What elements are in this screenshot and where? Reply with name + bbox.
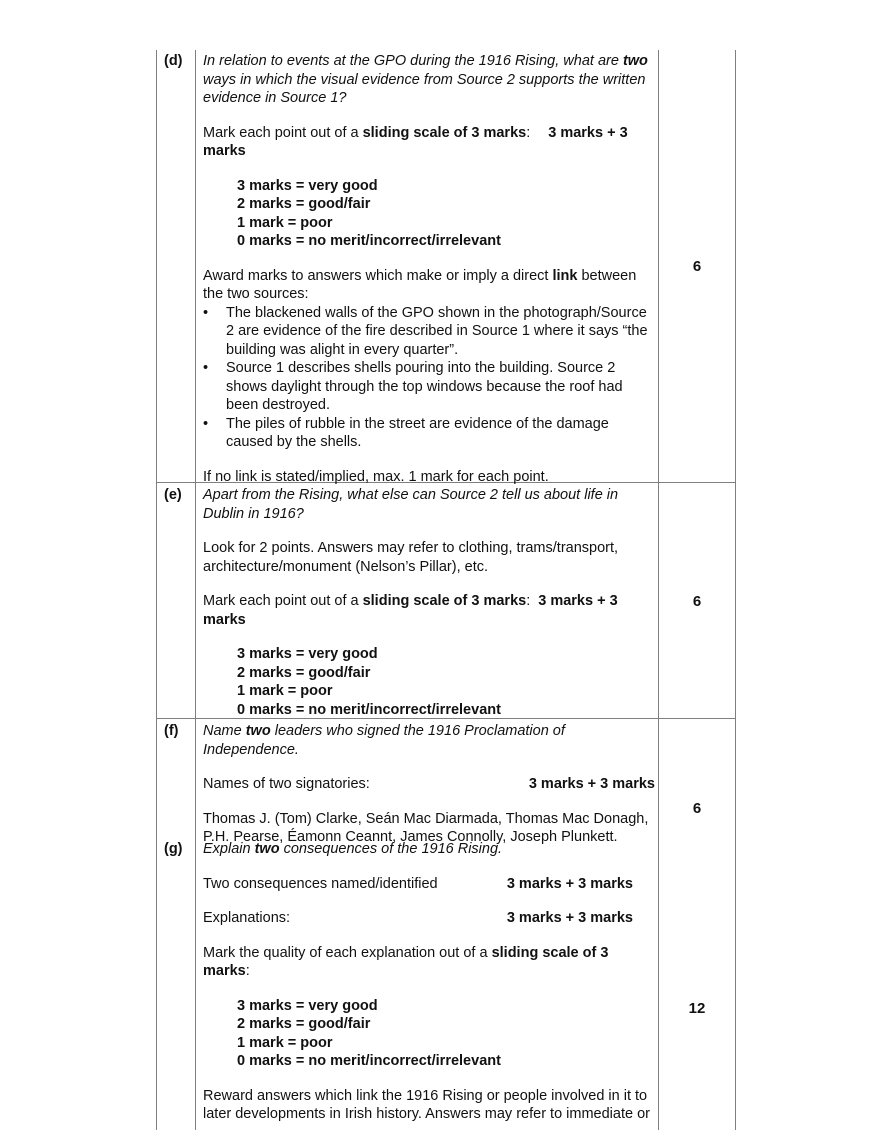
section-label-e: (e) (164, 487, 182, 503)
marking-scheme-table (156, 50, 736, 1130)
marks-g: 12 (688, 1000, 706, 1017)
question-d: In relation to events at the GPO during the 1916 Rising, what are two ways in which the visual evidence from Source 2 supports the written evidence in Source 1? (203, 53, 648, 106)
section-label-f: (f) (164, 723, 179, 739)
table-border-label (195, 50, 196, 1130)
sliding-scale-g: 3 marks = very good 2 marks = good/fair 1 mark = poor 0 marks = no merit/incorrect/irrelevant (237, 997, 501, 1069)
marks-f: 6 (692, 800, 702, 817)
scale-line-e: Mark each point out of a sliding scale of 3 marks: 3 marks + 3 marks (203, 593, 618, 628)
bullet-list-d (203, 304, 655, 452)
names-f: Thomas J. (Tom) Clarke, Seán Mac Diarmada, Thomas Mac Donagh, P.H. Pearse, Éamonn Ceannt, James Connolly, Joseph Plunkett. (203, 810, 649, 845)
scale-line-d: Mark each point out of a sliding scale of 3 marks: 3 marks + 3 marks (203, 124, 628, 159)
section-g-content (203, 840, 655, 1124)
list-item: • The blackened walls of the GPO shown in the photograph/Source 2 are evidence of the fire described in Source 1 where it says “the building was alight in every quarter”. (226, 304, 655, 360)
award-d: Award marks to answers which make or imply a direct link between the two sources: (203, 267, 637, 302)
reward-g: Reward answers which link the 1916 Rising or people involved in it to later developments in Irish history. Answers may refer to immediate or (203, 1087, 650, 1122)
consequences-line-g: Two consequences named/identified 3 marks + 3 marks (203, 875, 633, 892)
marks-e: 6 (692, 593, 702, 610)
question-f: Name two leaders who signed the 1916 Proclamation of Independence. (203, 723, 565, 758)
question-e: Apart from the Rising, what else can Source 2 tell us about life in Dublin in 1916? (203, 487, 619, 522)
section-d-content (203, 52, 655, 486)
question-g: Explain two consequences of the 1916 Rising. (203, 841, 503, 857)
explanations-line-g: Explanations: 3 marks + 3 marks (203, 910, 633, 926)
quality-line-g: Mark the quality of each explanation out of a sliding scale of 3 marks: (203, 944, 609, 979)
sliding-scale-e: 3 marks = very good 2 marks = good/fair 1 mark = poor 0 marks = no merit/incorrect/irrelevant (237, 646, 501, 718)
note-d: If no link is stated/implied, max. 1 mark for each point. (203, 468, 549, 485)
table-border-right (735, 50, 736, 1130)
list-item: • The piles of rubble in the street are evidence of the damage caused by the shells. (226, 415, 655, 452)
look-e: Look for 2 points. Answers may refer to clothing, trams/transport, architecture/monument (Nelson’s Pillar), etc. (203, 540, 619, 575)
table-border-content (658, 50, 659, 1130)
list-item: • Source 1 describes shells pouring into the building. Source 2 shows daylight through the top windows because the roof had been destroyed. (226, 359, 655, 415)
section-label-d: (d) (164, 53, 183, 69)
sliding-scale-d: 3 marks = very good 2 marks = good/fair 1 mark = poor 0 marks = no merit/incorrect/irrelevant (237, 177, 501, 249)
marks-d: 6 (692, 258, 702, 275)
section-e-content (203, 486, 655, 719)
names-line-f: Names of two signatories: 3 marks + 3 marks (203, 776, 655, 792)
section-label-g: (g) (164, 841, 183, 857)
table-border-left (156, 50, 157, 1130)
section-f-content (203, 722, 655, 847)
